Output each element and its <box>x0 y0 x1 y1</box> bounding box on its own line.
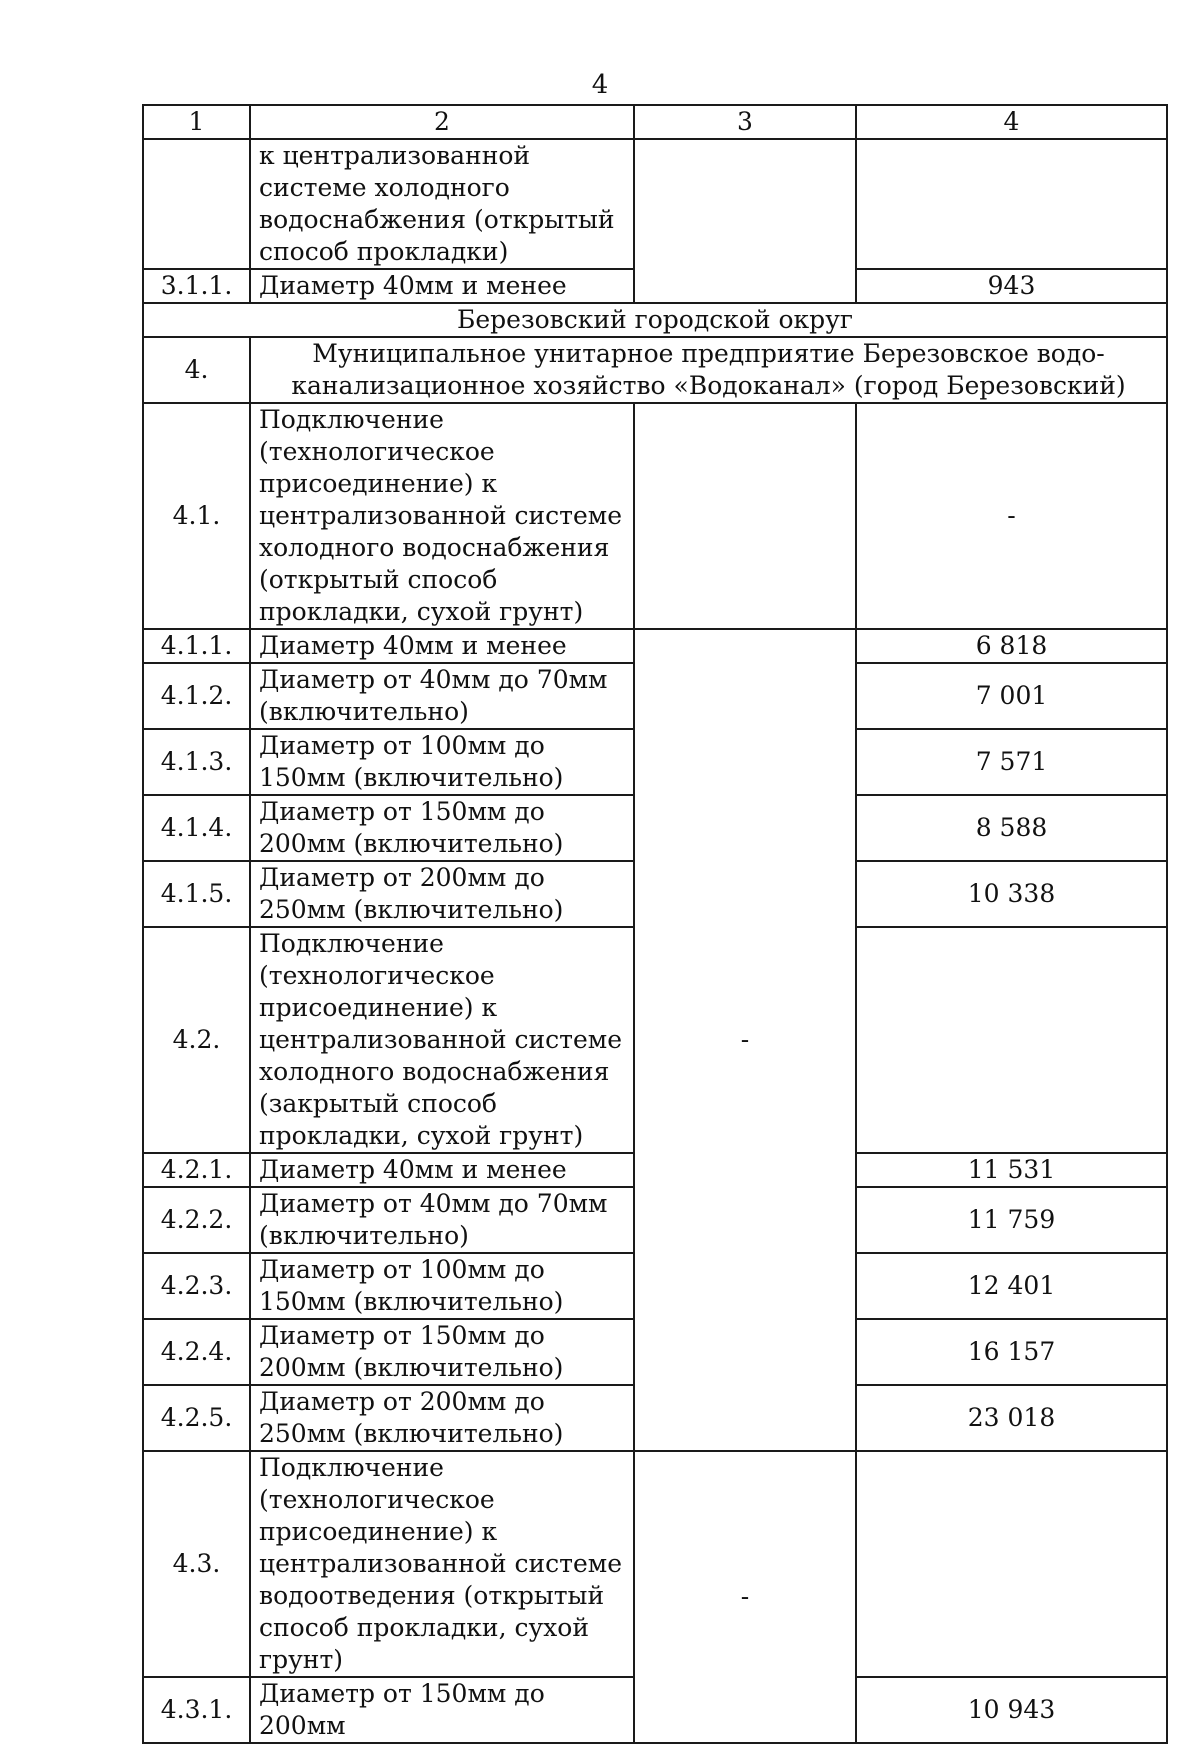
col3-cell <box>634 403 856 629</box>
row-value: 23 018 <box>856 1385 1167 1451</box>
group-row <box>143 403 1167 629</box>
row-number: 4.1.4. <box>143 795 250 861</box>
row-description: Диаметр от 150мм до 200мм (включительно) <box>250 795 634 861</box>
group-row <box>143 1451 1167 1677</box>
row-description: Диаметр 40мм и менее <box>250 629 634 663</box>
district-name: Березовский городской округ <box>143 303 1167 337</box>
row-description: Диаметр от 200мм до 250мм (включительно) <box>250 861 634 927</box>
row-description: Диаметр от 100мм до 150мм (включительно) <box>250 729 634 795</box>
row-description: Диаметр 40мм и менее <box>250 269 634 303</box>
col3-cell: - <box>634 1451 856 1743</box>
row-number: 4.2.3. <box>143 1253 250 1319</box>
row-description: Диаметр от 100мм до 150мм (включительно) <box>250 1253 634 1319</box>
row-number: 4.3.1. <box>143 1677 250 1743</box>
row-number <box>143 139 250 269</box>
table-row <box>143 139 1167 269</box>
row-description: Диаметр 40мм и менее <box>250 1153 634 1187</box>
row-value <box>856 1451 1167 1677</box>
row-value: 6 818 <box>856 629 1167 663</box>
row-value: 943 <box>856 269 1167 303</box>
row-value <box>856 927 1167 1153</box>
row-number: 4.1.2. <box>143 663 250 729</box>
row-value: 11 531 <box>856 1153 1167 1187</box>
row-value: 8 588 <box>856 795 1167 861</box>
row-value: 12 401 <box>856 1253 1167 1319</box>
row-description: Подключение (технологическое присоединение) к централизованной системе водоотведения (открытый способ прокладки, сухой грунт) <box>250 1451 634 1677</box>
row-value: 10 943 <box>856 1677 1167 1743</box>
row-number: 4. <box>143 337 250 403</box>
header-cell: 2 <box>250 105 634 139</box>
row-number: 4.2.2. <box>143 1187 250 1253</box>
row-description: Подключение (технологическое присоединение) к централизованной системе холодного водоснабжения (закрытый способ прокладки, сухой грунт) <box>250 927 634 1153</box>
row-value <box>856 139 1167 269</box>
row-value: 7 571 <box>856 729 1167 795</box>
row-number: 4.2.5. <box>143 1385 250 1451</box>
row-number: 4.1. <box>143 403 250 629</box>
header-cell: 4 <box>856 105 1167 139</box>
row-description: к централизованной системе холодного водоснабжения (открытый способ прокладки) <box>250 139 634 269</box>
row-value: - <box>856 403 1167 629</box>
organization-name: Муниципальное унитарное предприятие Березовское водо-канализационное хозяйство «Водоканал» (город Березовский) <box>250 337 1167 403</box>
district-row <box>143 303 1167 337</box>
row-description: Подключение (технологическое присоединение) к централизованной системе холодного водоснабжения (открытый способ прокладки, сухой грунт) <box>250 403 634 629</box>
row-number: 4.2.1. <box>143 1153 250 1187</box>
page-number: 4 <box>591 70 609 100</box>
row-number: 4.3. <box>143 1451 250 1677</box>
row-number: 4.1.1. <box>143 629 250 663</box>
row-number: 3.1.1. <box>143 269 250 303</box>
row-description: Диаметр от 150мм до 200мм (включительно) <box>250 1319 634 1385</box>
row-value: 7 001 <box>856 663 1167 729</box>
row-number: 4.2. <box>143 927 250 1153</box>
header-cell: 3 <box>634 105 856 139</box>
col3-merged-cell: - <box>634 629 856 1451</box>
row-description: Диаметр от 200мм до 250мм (включительно) <box>250 1385 634 1451</box>
table-header-row <box>143 105 1167 139</box>
row-description: Диаметр от 40мм до 70мм (включительно) <box>250 1187 634 1253</box>
row-value: 11 759 <box>856 1187 1167 1253</box>
row-number: 4.1.5. <box>143 861 250 927</box>
organization-row <box>143 337 1167 403</box>
row-value: 10 338 <box>856 861 1167 927</box>
row-value: 16 157 <box>856 1319 1167 1385</box>
row-description: Диаметр от 150мм до 200мм <box>250 1677 634 1743</box>
row-number: 4.1.3. <box>143 729 250 795</box>
col3-cell <box>634 139 856 303</box>
row-number: 4.2.4. <box>143 1319 250 1385</box>
header-cell: 1 <box>143 105 250 139</box>
tariff-table <box>142 104 1168 1744</box>
row-description: Диаметр от 40мм до 70мм (включительно) <box>250 663 634 729</box>
table-row <box>143 629 1167 663</box>
